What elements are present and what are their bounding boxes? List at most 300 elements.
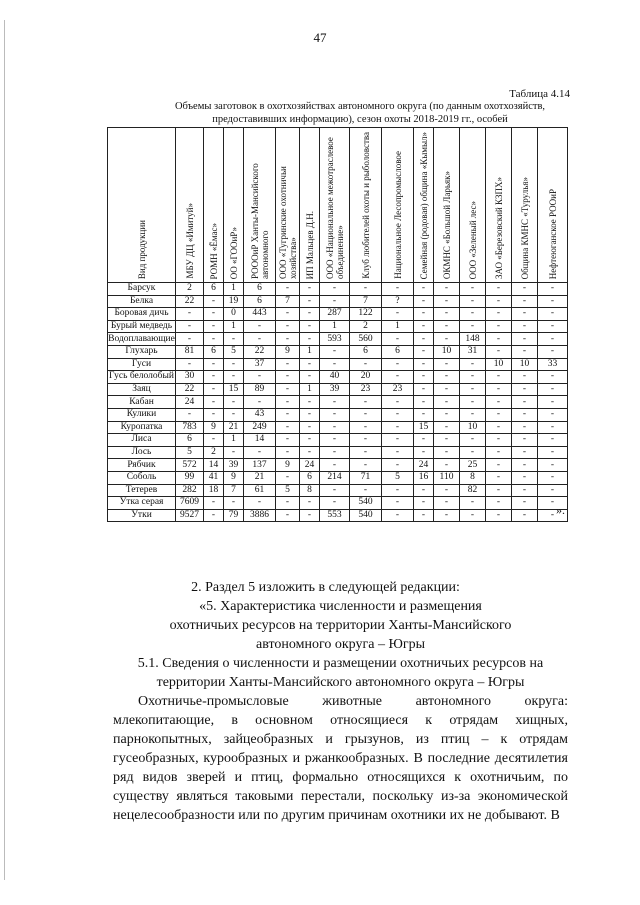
value-cell: - bbox=[320, 345, 350, 358]
value-cell: 24 bbox=[176, 396, 204, 409]
value-cell: 0 bbox=[224, 308, 244, 321]
table-row bbox=[108, 446, 568, 459]
value-cell: - bbox=[204, 408, 224, 421]
value-cell: - bbox=[300, 421, 320, 434]
value-cell: - bbox=[224, 371, 244, 384]
value-cell: - bbox=[512, 383, 538, 396]
value-cell: - bbox=[276, 408, 300, 421]
value-cell: - bbox=[538, 333, 568, 346]
value-cell: - bbox=[204, 497, 224, 510]
value-cell: - bbox=[350, 434, 382, 447]
value-cell: 10 bbox=[460, 421, 486, 434]
value-cell: - bbox=[382, 434, 414, 447]
value-cell: - bbox=[414, 320, 434, 333]
product-name-cell: Лиса bbox=[108, 434, 176, 447]
value-cell: - bbox=[350, 358, 382, 371]
value-cell: - bbox=[486, 421, 512, 434]
value-cell: - bbox=[176, 320, 204, 333]
value-cell: 3886 bbox=[244, 509, 276, 522]
value-cell: - bbox=[204, 383, 224, 396]
column-header-label: Национальное Лесопромысловое bbox=[392, 151, 403, 279]
table-row bbox=[108, 484, 568, 497]
value-cell: - bbox=[414, 497, 434, 510]
value-cell: - bbox=[486, 283, 512, 296]
value-cell: - bbox=[434, 497, 460, 510]
value-cell: - bbox=[350, 446, 382, 459]
table-title bbox=[140, 100, 580, 126]
value-cell: - bbox=[350, 408, 382, 421]
column-header bbox=[244, 128, 276, 283]
value-cell: - bbox=[486, 497, 512, 510]
value-cell: 6 bbox=[382, 345, 414, 358]
product-name-cell: Заяц bbox=[108, 383, 176, 396]
value-cell: 6 bbox=[204, 345, 224, 358]
column-header bbox=[486, 128, 512, 283]
column-header-label: РОООиР Ханты-Мансийского автономного bbox=[249, 163, 270, 279]
value-cell: 443 bbox=[244, 308, 276, 321]
value-cell: - bbox=[224, 497, 244, 510]
value-cell: - bbox=[276, 446, 300, 459]
value-cell: 24 bbox=[414, 459, 434, 472]
value-cell: 14 bbox=[244, 434, 276, 447]
value-cell: - bbox=[382, 408, 414, 421]
value-cell: 2 bbox=[204, 446, 224, 459]
column-header bbox=[350, 128, 382, 283]
value-cell: - bbox=[538, 471, 568, 484]
value-cell: - bbox=[320, 396, 350, 409]
value-cell: - bbox=[486, 434, 512, 447]
value-cell: 16 bbox=[414, 471, 434, 484]
table-title-line: Объемы заготовок в охотхозяйствах автономного округа (по данным охотхозяйств, bbox=[174, 101, 546, 112]
product-name-cell: Рябчик bbox=[108, 459, 176, 472]
value-cell: 9 bbox=[224, 471, 244, 484]
column-header bbox=[276, 128, 300, 283]
value-cell: - bbox=[486, 484, 512, 497]
value-cell: - bbox=[538, 497, 568, 510]
value-cell: - bbox=[434, 371, 460, 384]
value-cell: - bbox=[414, 283, 434, 296]
value-cell: - bbox=[434, 509, 460, 522]
table-close-quote: ». bbox=[556, 503, 565, 517]
product-name-cell: Лось bbox=[108, 446, 176, 459]
value-cell: - bbox=[512, 459, 538, 472]
value-cell: - bbox=[486, 308, 512, 321]
value-cell: - bbox=[276, 383, 300, 396]
value-cell: - bbox=[486, 295, 512, 308]
value-cell: - bbox=[434, 283, 460, 296]
value-cell: - bbox=[414, 383, 434, 396]
value-cell: 7 bbox=[224, 484, 244, 497]
value-cell: - bbox=[434, 421, 460, 434]
column-header bbox=[382, 128, 414, 283]
table-row bbox=[108, 509, 568, 522]
value-cell: 540 bbox=[350, 509, 382, 522]
value-cell: 7609 bbox=[176, 497, 204, 510]
value-cell: - bbox=[276, 308, 300, 321]
value-cell: - bbox=[320, 295, 350, 308]
value-cell: - bbox=[300, 408, 320, 421]
value-cell: - bbox=[538, 446, 568, 459]
section-5-title-line: автономного округа – Югры bbox=[256, 637, 425, 652]
value-cell: - bbox=[382, 358, 414, 371]
value-cell: ? bbox=[382, 295, 414, 308]
table-row bbox=[108, 471, 568, 484]
value-cell: - bbox=[414, 396, 434, 409]
column-header bbox=[320, 128, 350, 283]
table-header-row bbox=[108, 128, 568, 283]
column-header-label: ОКМНС «Большой Ларьяк» bbox=[441, 170, 452, 279]
value-cell: 20 bbox=[350, 371, 382, 384]
value-cell: 22 bbox=[244, 345, 276, 358]
value-cell: - bbox=[434, 484, 460, 497]
product-name-cell: Куропатка bbox=[108, 421, 176, 434]
value-cell: 37 bbox=[244, 358, 276, 371]
value-cell: - bbox=[176, 358, 204, 371]
value-cell: 30 bbox=[176, 371, 204, 384]
value-cell: - bbox=[414, 333, 434, 346]
value-cell: - bbox=[512, 320, 538, 333]
value-cell: 40 bbox=[320, 371, 350, 384]
value-cell: - bbox=[176, 333, 204, 346]
value-cell: - bbox=[414, 509, 434, 522]
value-cell: - bbox=[204, 371, 224, 384]
value-cell: - bbox=[538, 434, 568, 447]
value-cell: - bbox=[538, 283, 568, 296]
table-row bbox=[108, 283, 568, 296]
body-text bbox=[113, 578, 568, 825]
value-cell: - bbox=[512, 345, 538, 358]
value-cell: 148 bbox=[460, 333, 486, 346]
value-cell: 1 bbox=[300, 383, 320, 396]
table-title-line: предоставивших информацию), сезон охоты 2018-2019 гг., особей bbox=[212, 114, 508, 125]
table-row bbox=[108, 396, 568, 409]
value-cell: - bbox=[460, 308, 486, 321]
value-cell: 214 bbox=[320, 471, 350, 484]
column-header bbox=[108, 128, 176, 283]
value-cell: - bbox=[224, 446, 244, 459]
value-cell: 19 bbox=[224, 295, 244, 308]
value-cell: 1 bbox=[224, 434, 244, 447]
value-cell: - bbox=[382, 459, 414, 472]
value-cell: 31 bbox=[460, 345, 486, 358]
value-cell: - bbox=[204, 333, 224, 346]
value-cell: - bbox=[486, 320, 512, 333]
value-cell: - bbox=[538, 509, 568, 522]
table-row bbox=[108, 497, 568, 510]
value-cell: 10 bbox=[512, 358, 538, 371]
value-cell: 7 bbox=[276, 295, 300, 308]
value-cell: 137 bbox=[244, 459, 276, 472]
value-cell: 540 bbox=[350, 497, 382, 510]
value-cell: - bbox=[414, 345, 434, 358]
column-header bbox=[224, 128, 244, 283]
value-cell: - bbox=[244, 371, 276, 384]
product-name-cell: Утка серая bbox=[108, 497, 176, 510]
column-header bbox=[460, 128, 486, 283]
column-header bbox=[538, 128, 568, 283]
value-cell: - bbox=[460, 434, 486, 447]
value-cell: 33 bbox=[538, 358, 568, 371]
table-row bbox=[108, 459, 568, 472]
value-cell: 560 bbox=[350, 333, 382, 346]
value-cell: - bbox=[538, 396, 568, 409]
value-cell: - bbox=[512, 396, 538, 409]
value-cell: 5 bbox=[176, 446, 204, 459]
value-cell: 22 bbox=[176, 383, 204, 396]
value-cell: - bbox=[434, 358, 460, 371]
value-cell: - bbox=[486, 345, 512, 358]
value-cell: - bbox=[244, 497, 276, 510]
value-cell: - bbox=[276, 434, 300, 447]
value-cell: - bbox=[382, 484, 414, 497]
value-cell: 2 bbox=[176, 283, 204, 296]
value-cell: 71 bbox=[350, 471, 382, 484]
value-cell: - bbox=[460, 446, 486, 459]
value-cell: - bbox=[414, 434, 434, 447]
value-cell: - bbox=[350, 421, 382, 434]
value-cell: 82 bbox=[460, 484, 486, 497]
value-cell: 79 bbox=[224, 509, 244, 522]
value-cell: - bbox=[512, 471, 538, 484]
table-row bbox=[108, 345, 568, 358]
value-cell: - bbox=[434, 396, 460, 409]
value-cell: 41 bbox=[204, 471, 224, 484]
column-header-label: ИП Мальцев Д.Н. bbox=[304, 210, 315, 279]
value-cell: 24 bbox=[300, 459, 320, 472]
value-cell: - bbox=[486, 383, 512, 396]
value-cell: - bbox=[300, 371, 320, 384]
value-cell: 23 bbox=[350, 383, 382, 396]
product-name-cell: Тетерев bbox=[108, 484, 176, 497]
value-cell: - bbox=[300, 358, 320, 371]
value-cell: - bbox=[538, 308, 568, 321]
value-cell: - bbox=[434, 295, 460, 308]
value-cell: 6 bbox=[244, 295, 276, 308]
product-name-cell: Бурый медведь bbox=[108, 320, 176, 333]
value-cell: - bbox=[300, 308, 320, 321]
column-header bbox=[414, 128, 434, 283]
value-cell: 7 bbox=[350, 295, 382, 308]
value-cell: - bbox=[320, 459, 350, 472]
value-cell: - bbox=[382, 509, 414, 522]
table-row bbox=[108, 421, 568, 434]
table-row bbox=[108, 358, 568, 371]
value-cell: - bbox=[350, 484, 382, 497]
value-cell: 9 bbox=[276, 345, 300, 358]
value-cell: - bbox=[300, 396, 320, 409]
section-5-1-title-line: территории Ханты-Мансийского автономного округа – Югры bbox=[156, 675, 525, 690]
value-cell: - bbox=[276, 333, 300, 346]
value-cell: - bbox=[244, 333, 276, 346]
value-cell: - bbox=[204, 358, 224, 371]
value-cell: - bbox=[538, 484, 568, 497]
value-cell: - bbox=[300, 295, 320, 308]
value-cell: 8 bbox=[300, 484, 320, 497]
value-cell: 89 bbox=[244, 383, 276, 396]
value-cell: - bbox=[276, 283, 300, 296]
value-cell: - bbox=[538, 345, 568, 358]
value-cell: - bbox=[512, 371, 538, 384]
value-cell: - bbox=[276, 371, 300, 384]
value-cell: - bbox=[382, 283, 414, 296]
harvest-table bbox=[107, 127, 568, 522]
value-cell: 6 bbox=[300, 471, 320, 484]
column-header bbox=[204, 128, 224, 283]
value-cell: - bbox=[538, 371, 568, 384]
value-cell: - bbox=[460, 358, 486, 371]
product-name-cell: Кабан bbox=[108, 396, 176, 409]
section-5-1-title-line: 5.1. Сведения о численности и размещении охотничьих ресурсов на bbox=[137, 656, 544, 671]
value-cell: - bbox=[244, 396, 276, 409]
value-cell: - bbox=[382, 371, 414, 384]
product-name-cell: Водоплавающие bbox=[108, 333, 175, 344]
value-cell: - bbox=[434, 308, 460, 321]
column-header-label: ЗАО «Березовский КЗПХ» bbox=[493, 176, 504, 279]
value-cell: - bbox=[320, 408, 350, 421]
value-cell: 21 bbox=[224, 421, 244, 434]
value-cell: - bbox=[382, 396, 414, 409]
value-cell: 39 bbox=[320, 383, 350, 396]
column-header-label: ООО «Национальное межотраслевое объединение» bbox=[324, 137, 345, 279]
value-cell: - bbox=[512, 308, 538, 321]
value-cell: 5 bbox=[382, 471, 414, 484]
value-cell: - bbox=[320, 434, 350, 447]
product-name-cell: Глухарь bbox=[108, 345, 176, 358]
value-cell: 10 bbox=[486, 358, 512, 371]
value-cell: - bbox=[276, 421, 300, 434]
value-cell: - bbox=[350, 396, 382, 409]
value-cell: - bbox=[512, 295, 538, 308]
value-cell: - bbox=[414, 295, 434, 308]
value-cell: - bbox=[434, 320, 460, 333]
value-cell: - bbox=[486, 371, 512, 384]
value-cell: - bbox=[176, 308, 204, 321]
table-row bbox=[108, 308, 568, 321]
value-cell: 18 bbox=[204, 484, 224, 497]
value-cell: - bbox=[434, 459, 460, 472]
value-cell: - bbox=[538, 459, 568, 472]
table-row bbox=[108, 371, 568, 384]
value-cell: - bbox=[300, 434, 320, 447]
value-cell: - bbox=[244, 446, 276, 459]
value-cell: 593 bbox=[320, 333, 350, 346]
product-name-cell: Гуси bbox=[108, 358, 176, 371]
value-cell: - bbox=[300, 497, 320, 510]
value-cell: 122 bbox=[350, 308, 382, 321]
value-cell: - bbox=[434, 446, 460, 459]
value-cell: - bbox=[300, 333, 320, 346]
value-cell: - bbox=[512, 434, 538, 447]
value-cell: - bbox=[276, 396, 300, 409]
column-header-label: Семейная (родовая) община «Кымыл» bbox=[418, 131, 429, 279]
value-cell: 9 bbox=[276, 459, 300, 472]
column-header-label: ООО «Тугринские охотничьи хозяйства» bbox=[277, 166, 298, 279]
product-name-cell: Белка bbox=[108, 295, 176, 308]
value-cell: - bbox=[486, 471, 512, 484]
value-cell: - bbox=[300, 446, 320, 459]
value-cell: - bbox=[224, 358, 244, 371]
value-cell: - bbox=[434, 434, 460, 447]
value-cell: - bbox=[350, 459, 382, 472]
value-cell: - bbox=[512, 421, 538, 434]
column-header bbox=[512, 128, 538, 283]
table-row bbox=[108, 434, 568, 447]
value-cell: - bbox=[382, 421, 414, 434]
paragraph: Охотничье-промысловые животные автономного округа: млекопитающие, в основном относящиеся к отрядам хищных, парнокопытных, зайцеобразных и грызунов, из птиц – к отрядам гусеобразных, курообразных и ржанкообразных. В последние десятилетия ряд видов зверей и птиц, формально относящихся к охотничьим, по существу являться таковыми перестали, поскольку из-за экономической нецелесообразности или по другим причинам охотники их не добывают. В bbox=[113, 694, 568, 823]
value-cell: - bbox=[512, 446, 538, 459]
column-header-label: Клуб любителей охоты и рыболовства bbox=[360, 132, 371, 279]
table-row bbox=[108, 333, 568, 346]
product-name-cell: Утки bbox=[108, 509, 176, 522]
value-cell: - bbox=[486, 446, 512, 459]
value-cell: - bbox=[224, 396, 244, 409]
column-header-label: ООО «Зеленый лес» bbox=[467, 200, 478, 279]
table-row bbox=[108, 383, 568, 396]
value-cell: - bbox=[434, 408, 460, 421]
value-cell: 9 bbox=[204, 421, 224, 434]
value-cell: - bbox=[176, 408, 204, 421]
column-header-label: МБУ ДЦ «Имитуй» bbox=[184, 203, 195, 279]
product-name-cell: Барсук bbox=[108, 283, 176, 296]
value-cell: - bbox=[538, 383, 568, 396]
section-5-title-line: «5. Характеристика численности и размещения bbox=[199, 599, 482, 614]
value-cell: - bbox=[486, 509, 512, 522]
value-cell: 110 bbox=[434, 471, 460, 484]
value-cell: - bbox=[460, 497, 486, 510]
column-header bbox=[176, 128, 204, 283]
value-cell: - bbox=[434, 333, 460, 346]
value-cell: - bbox=[414, 408, 434, 421]
value-cell: - bbox=[204, 320, 224, 333]
value-cell: - bbox=[414, 484, 434, 497]
value-cell: 1 bbox=[224, 320, 244, 333]
table-label: Таблица 4.14 bbox=[509, 88, 570, 100]
value-cell: - bbox=[460, 383, 486, 396]
value-cell: - bbox=[538, 421, 568, 434]
value-cell: - bbox=[460, 371, 486, 384]
value-cell: 14 bbox=[204, 459, 224, 472]
value-cell: - bbox=[350, 283, 382, 296]
value-cell: - bbox=[512, 509, 538, 522]
value-cell: 287 bbox=[320, 308, 350, 321]
value-cell: - bbox=[460, 283, 486, 296]
value-cell: - bbox=[244, 320, 276, 333]
value-cell: - bbox=[460, 509, 486, 522]
value-cell: 81 bbox=[176, 345, 204, 358]
value-cell: - bbox=[320, 283, 350, 296]
value-cell: 43 bbox=[244, 408, 276, 421]
value-cell: 99 bbox=[176, 471, 204, 484]
value-cell: - bbox=[300, 320, 320, 333]
value-cell: - bbox=[512, 333, 538, 346]
value-cell: 2 bbox=[350, 320, 382, 333]
value-cell: 6 bbox=[176, 434, 204, 447]
value-cell: 1 bbox=[300, 345, 320, 358]
value-cell: 249 bbox=[244, 421, 276, 434]
value-cell: 9527 bbox=[176, 509, 204, 522]
value-cell: 783 bbox=[176, 421, 204, 434]
value-cell: - bbox=[460, 320, 486, 333]
value-cell: - bbox=[486, 396, 512, 409]
value-cell: - bbox=[382, 333, 414, 346]
value-cell: - bbox=[276, 320, 300, 333]
page-number: 47 bbox=[313, 30, 327, 45]
value-cell: - bbox=[382, 446, 414, 459]
value-cell: - bbox=[320, 358, 350, 371]
product-name-cell: Соболь bbox=[108, 471, 176, 484]
value-cell: - bbox=[276, 358, 300, 371]
value-cell: 1 bbox=[224, 283, 244, 296]
